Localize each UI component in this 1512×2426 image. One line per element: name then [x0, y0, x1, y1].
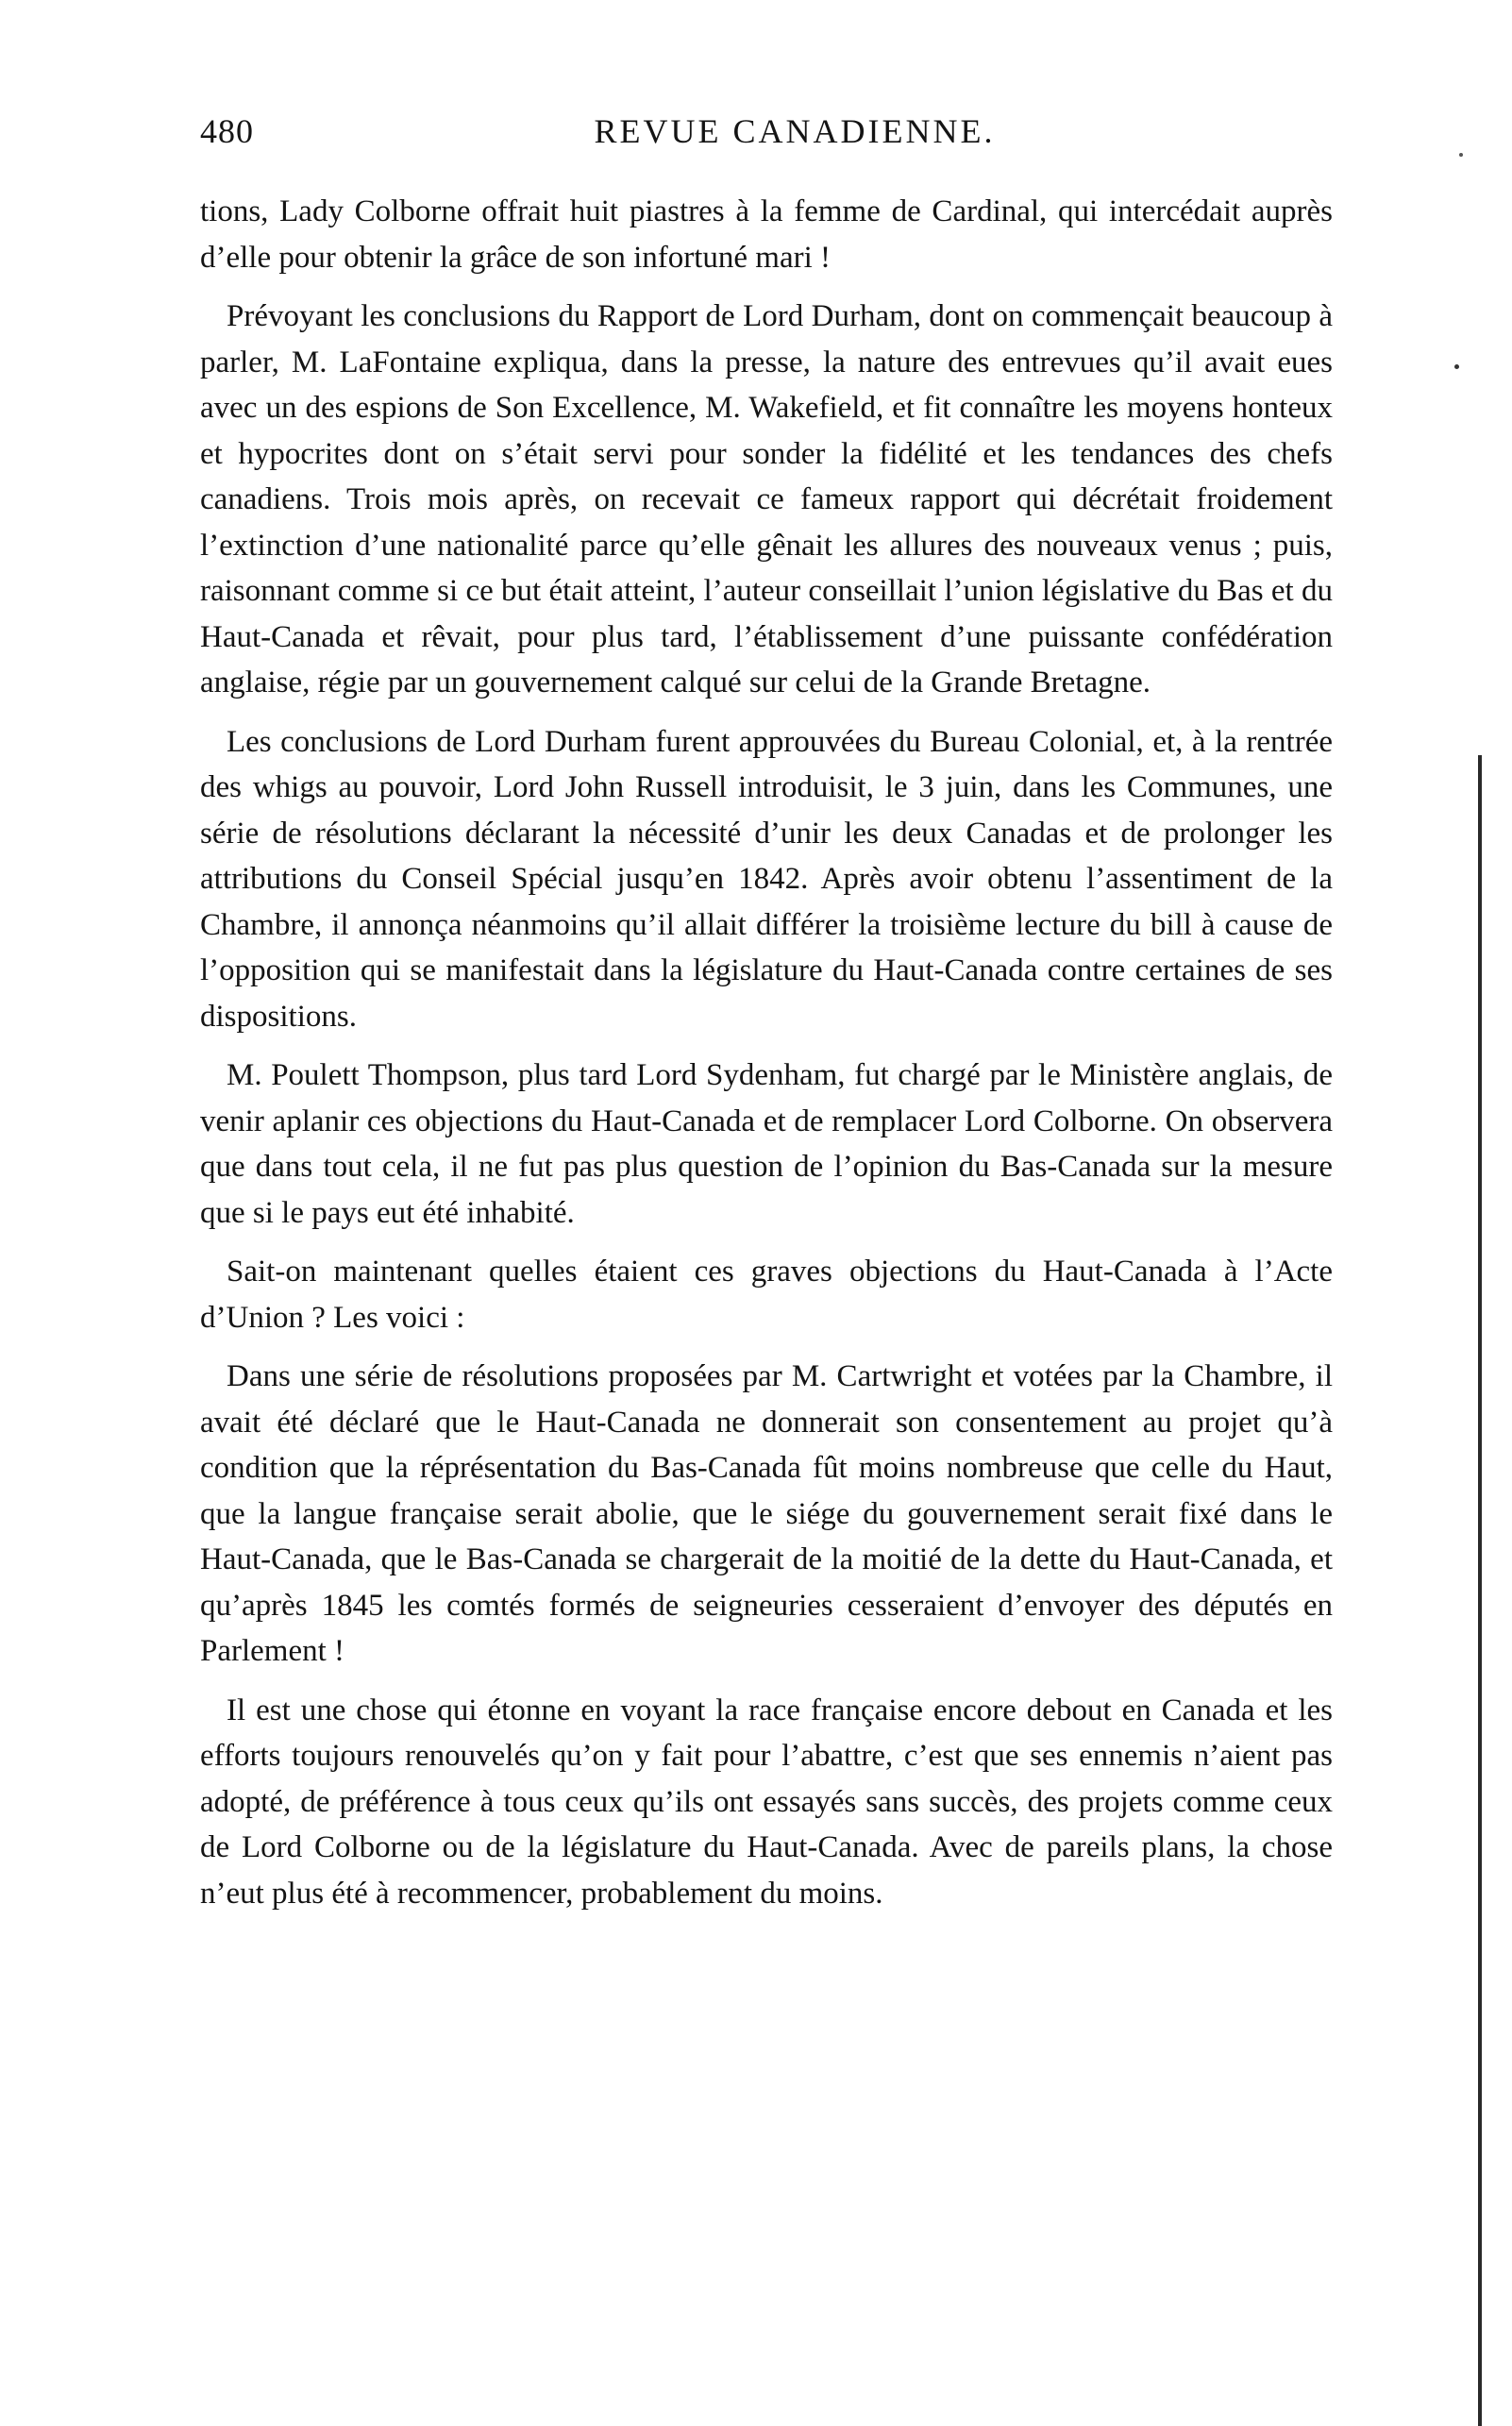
scan-speck	[1459, 153, 1463, 157]
scan-edge-line	[1478, 755, 1482, 2426]
paragraph: Il est une chose qui étonne en voyant la race française encore debout en Canada et les efforts toujours renouvelés qu’on y fait pour l’abattre, c’est que ses ennemis n’aient pas adopté, de préférence à tous ceux qu’ils ont essayés sans succès, des projets comme ceux de Lord Colborne ou de la législature du Haut-Canada. Avec de pareils plans, la chose n’eut plus été à recommencer, probablement du moins.	[200, 1693, 1333, 1911]
paragraph: Prévoyant les conclusions du Rapport de Lord Durham, dont on commençait beaucoup à parler, M. LaFontaine expliqua, dans la presse, la nature des entrevues qu’il avait eues avec un des espions de Son Excellence, M. Wakefield, et fit connaître les moyens honteux et hypocrites dont on s’était servi pour sonder la fidélité et les tendances des chefs canadiens. Trois mois après, on recevait ce fameux rapport qui décrétait froidement l’extinction d’une nationalité parce qu’elle gênait les allures des nouveaux venus ; puis, raisonnant comme si ce but était atteint, l’auteur conseillait l’union législative du Bas et du Haut-Canada et rêvait, pour plus tard, l’établissement d’une puissante confédération anglaise, régie par un gouvernement calqué sur celui de la Grande Bretagne.	[200, 299, 1333, 699]
paragraph-continuation: tions, Lady Colborne offrait huit piastres à la femme de Cardinal, qui intercédait auprès d’elle pour obtenir la grâce de son infortuné mari !	[200, 194, 1333, 275]
page-number: 480	[200, 112, 254, 150]
paragraph: M. Poulett Thompson, plus tard Lord Sydenham, fut chargé par le Ministère anglais, de venir aplanir ces objections du Haut-Canada et de remplacer Lord Colborne. On observera que dans tout cela, il ne fut pas plus question de l’opinion du Bas-Canada sur la mesure que si le pays eut été inhabité.	[200, 1058, 1333, 1230]
body-text	[200, 189, 1333, 1929]
running-title: REVUE CANADIENNE.	[594, 112, 996, 150]
paragraph: Sait-on maintenant quelles étaient ces graves objections du Haut-Canada à l’Acte d’Union ? Les voici :	[200, 1255, 1333, 1335]
paragraph: Dans une série de résolutions proposées par M. Cartwright et votées par la Chambre, il avait été déclaré que le Haut-Canada ne donnerait son consentement au projet qu’à condition que la réprésentation du Bas-Canada fût moins nombreuse que celle du Haut, que la langue française serait abolie, que le siége du gouvernement serait fixé dans le Haut-Canada, que le Bas-Canada se chargerait de la moitié de la dette du Haut-Canada, et qu’après 1845 les comtés formés de seigneuries cesseraient d’envoyer des députés en Parlement !	[200, 1359, 1333, 1668]
paragraph: Les conclusions de Lord Durham furent approuvées du Bureau Colonial, et, à la rentrée des whigs au pouvoir, Lord John Russell introduisit, le 3 juin, dans les Communes, une série de résolutions déclarant la nécessité d’unir les deux Canadas et de prolonger les attributions du Conseil Spécial jusqu’en 1842. Après avoir obtenu l’assentiment de la Chambre, il annonça néanmoins qu’il allait différer la troisième lecture du bill à cause de l’opposition qui se manifestait dans la législature du Haut-Canada contre certaines de ses dispositions.	[200, 724, 1333, 1034]
page-header	[200, 111, 1361, 168]
scan-speck	[1454, 364, 1459, 369]
